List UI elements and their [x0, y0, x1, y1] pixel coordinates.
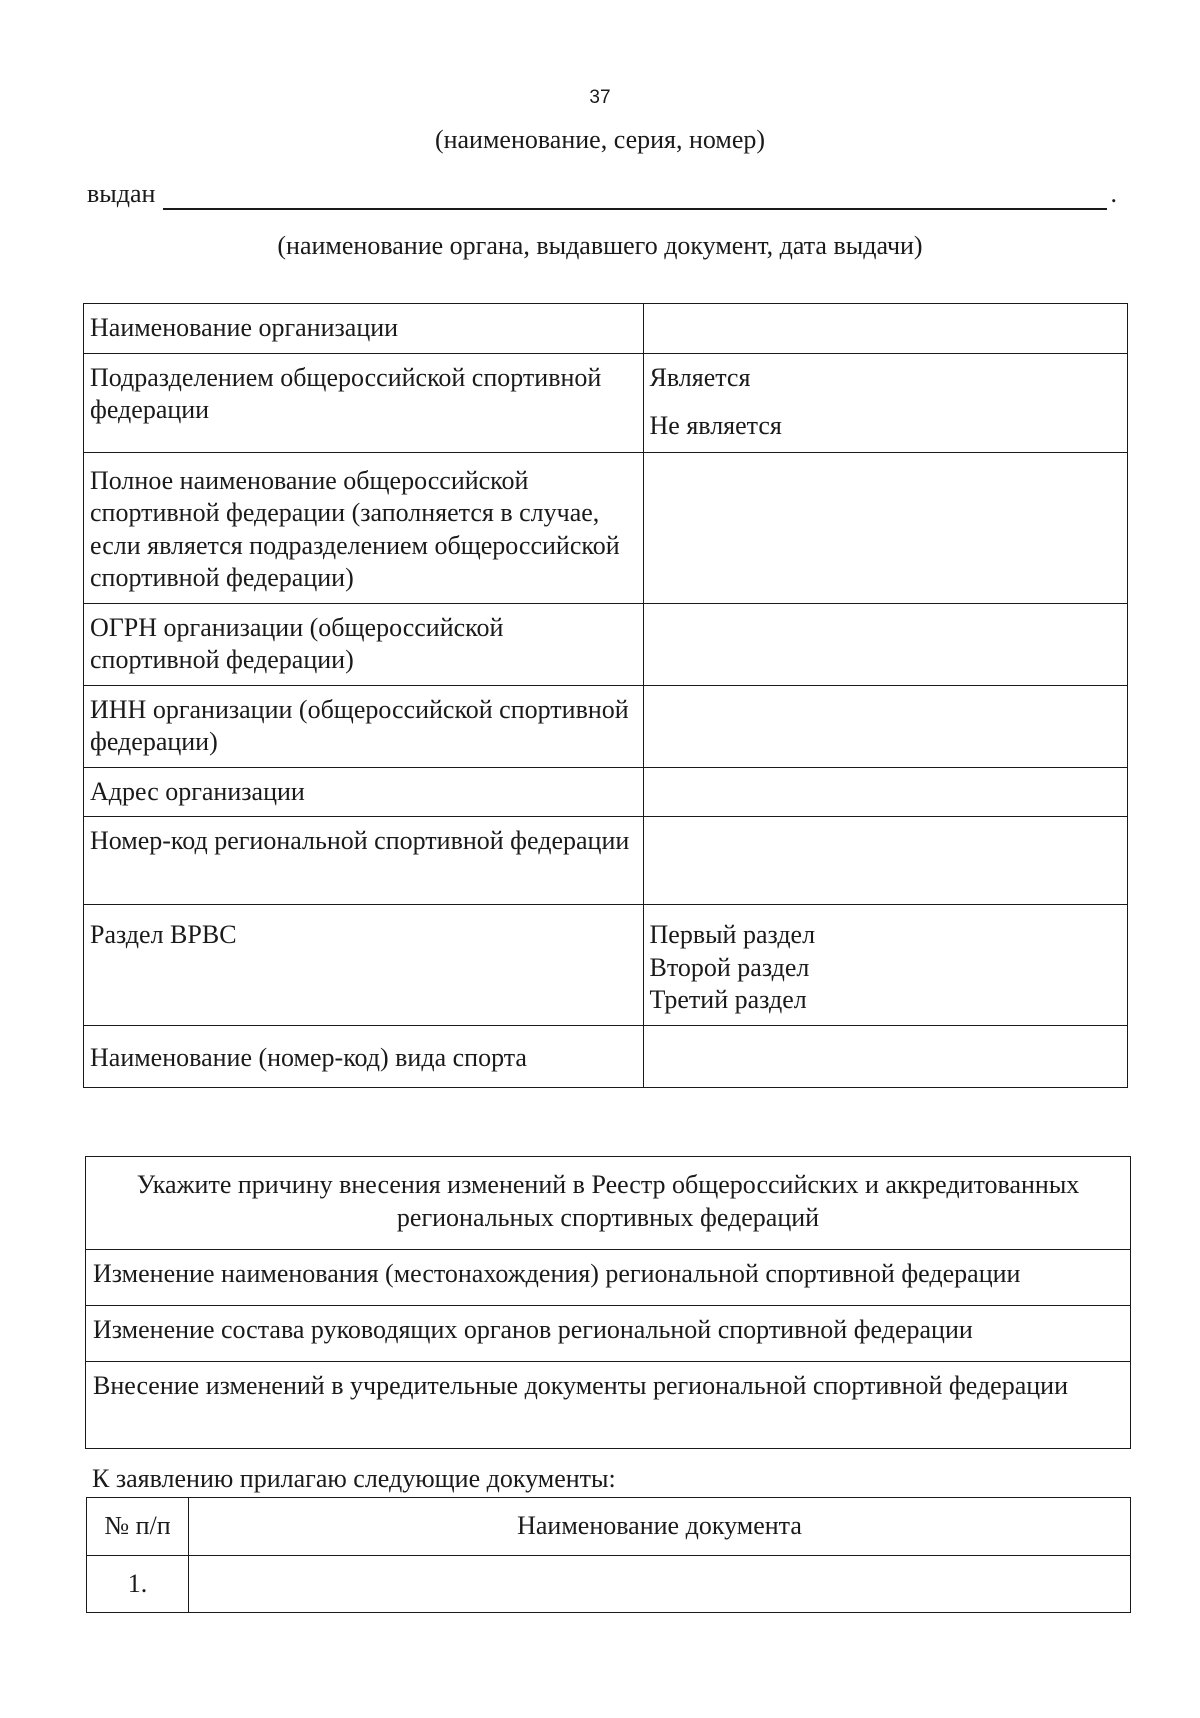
- row-label: Номер-код региональной спортивной федерации: [84, 817, 644, 905]
- table-row: [87, 1556, 1131, 1613]
- issued-label: выдан: [87, 178, 156, 208]
- organization-name-value[interactable]: [643, 304, 1128, 354]
- column-header-number: № п/п: [87, 1498, 189, 1556]
- table-row: [84, 603, 1128, 685]
- row-label: Наименование (номер-код) вида спорта: [84, 1025, 644, 1087]
- organization-table: [83, 303, 1128, 1088]
- address-value[interactable]: [643, 767, 1128, 817]
- attachments-caption: К заявлению прилагаю следующие документы:: [92, 1464, 616, 1493]
- option-is-subdivision[interactable]: Является: [649, 362, 751, 392]
- row-number: 1.: [87, 1556, 189, 1613]
- reason-option-governance-change[interactable]: Изменение состава руководящих органов региональной спортивной федерации: [86, 1306, 1131, 1362]
- row-label: Полное наименование общероссийской спортивной федерации (заполняется в случае, если является подразделением общероссийской спортивной федерации): [84, 452, 644, 603]
- table-row: [86, 1157, 1131, 1250]
- row-label: Подразделением общероссийской спортивной федерации: [84, 353, 644, 452]
- ogrn-value[interactable]: [643, 603, 1128, 685]
- table-row: [84, 817, 1128, 905]
- inn-value[interactable]: [643, 685, 1128, 767]
- subdivision-options: [643, 353, 1128, 452]
- option-third-section[interactable]: Третий раздел: [649, 985, 807, 1014]
- federation-full-name-value[interactable]: [643, 452, 1128, 603]
- issuer-caption: (наименование органа, выдавшего документ, дата выдачи): [277, 231, 923, 260]
- table-row: [86, 1362, 1131, 1449]
- table-row: [84, 304, 1128, 354]
- vrvs-section-options: [643, 905, 1128, 1026]
- table-row: [84, 905, 1128, 1026]
- row-label: Адрес организации: [84, 767, 644, 817]
- option-not-subdivision[interactable]: Не является: [649, 411, 782, 440]
- document-caption: (наименование, серия, номер): [434, 125, 766, 154]
- table-row: [84, 685, 1128, 767]
- sport-code-value[interactable]: [643, 1025, 1128, 1087]
- table-row: [86, 1250, 1131, 1306]
- reason-header: Укажите причину внесения изменений в Реестр общероссийских и аккредитованных региональных спортивных федераций: [86, 1157, 1131, 1250]
- reason-option-name-change[interactable]: Изменение наименования (местонахождения) региональной спортивной федерации: [86, 1250, 1131, 1306]
- reason-option-charter-change[interactable]: Внесение изменений в учредительные документы региональной спортивной федерации: [86, 1362, 1131, 1449]
- page-number: 37: [589, 87, 611, 108]
- table-row: [84, 767, 1128, 817]
- row-label: ОГРН организации (общероссийской спортивной федерации): [84, 603, 644, 685]
- column-header-document-name: Наименование документа: [189, 1498, 1131, 1556]
- change-reason-table: [85, 1156, 1131, 1449]
- attachments-table: [86, 1497, 1131, 1613]
- option-second-section[interactable]: Второй раздел: [649, 952, 810, 982]
- table-row: [84, 1025, 1128, 1087]
- row-label: Раздел ВРВС: [84, 905, 644, 1026]
- issued-by-field[interactable]: [163, 186, 1106, 210]
- option-first-section[interactable]: Первый раздел: [649, 920, 816, 949]
- regional-code-value[interactable]: [643, 817, 1128, 905]
- table-row: [86, 1306, 1131, 1362]
- issued-line-end: .: [1110, 178, 1117, 208]
- row-label: Наименование организации: [84, 304, 644, 354]
- document-name-cell[interactable]: [189, 1556, 1131, 1613]
- row-label: ИНН организации (общероссийской спортивной федерации): [84, 685, 644, 767]
- table-row: [84, 353, 1128, 452]
- table-header-row: [87, 1498, 1131, 1556]
- issued-by-line: [87, 176, 1117, 210]
- table-row: [84, 452, 1128, 603]
